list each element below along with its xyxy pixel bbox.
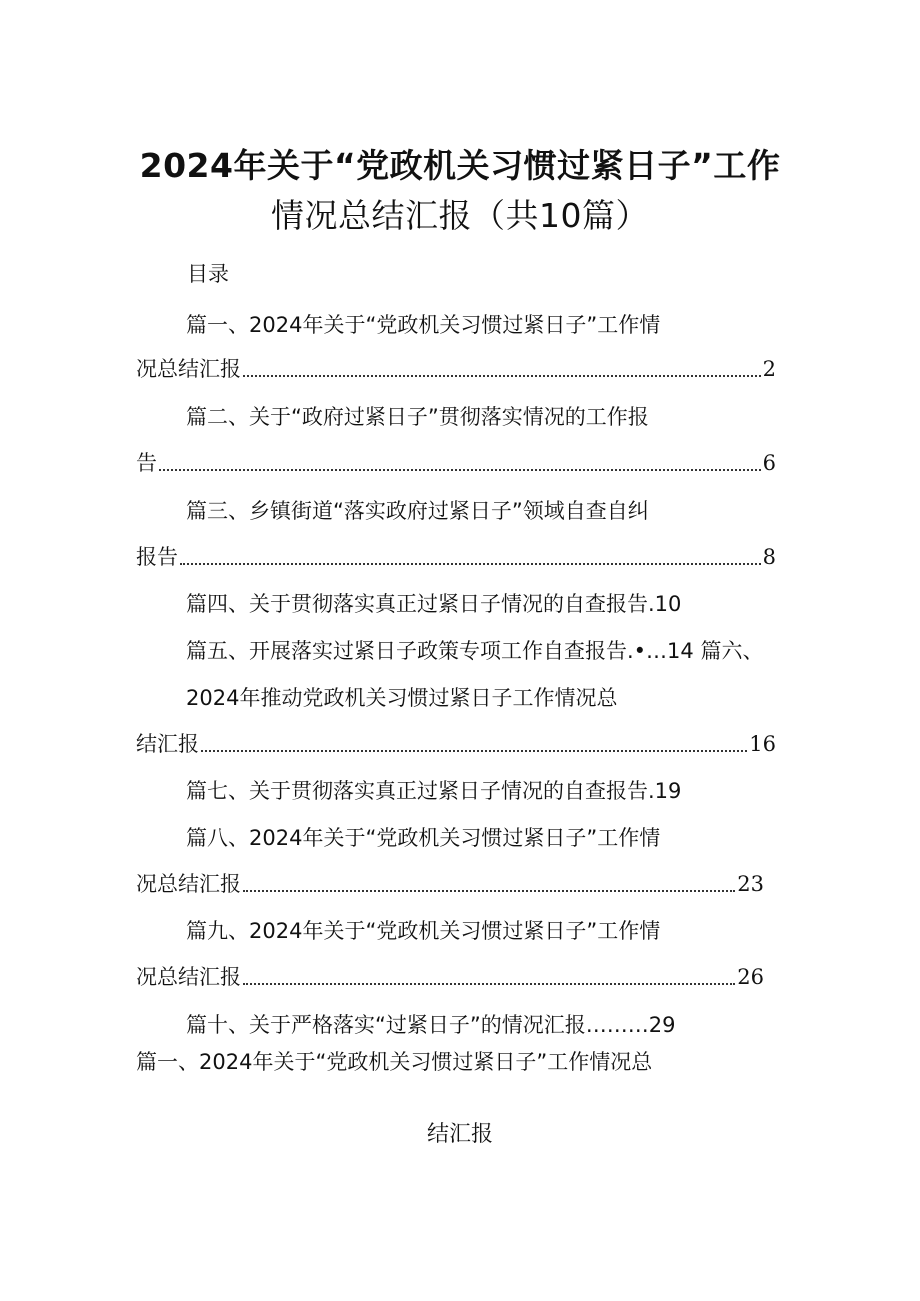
section-heading-line2: 结汇报 [426, 1122, 493, 1147]
toc-leader-dots [201, 750, 747, 752]
toc-heading: 目录 [187, 262, 229, 286]
toc-entry-6-line2[interactable] [136, 729, 776, 759]
toc-leader-dots [159, 469, 761, 471]
toc-entry-3-line1: 篇三、乡镇街道“落实政府过紧日子”领域自查自纠 [186, 499, 649, 523]
toc-entry-1-page: 2 [762, 357, 776, 381]
toc-entry-9-line1: 篇九、2024年关于“党政机关习惯过紧日子”工作情 [186, 919, 661, 943]
toc-entry-6-text: 结汇报 [136, 732, 199, 756]
toc-entry-5[interactable]: 篇五、开展落实过紧日子政策专项工作自查报告.•…14 篇六、 [186, 639, 764, 663]
toc-entry-9-text: 况总结汇报 [136, 965, 241, 989]
toc-entry-2-page: 6 [762, 451, 776, 475]
toc-entry-8-text: 况总结汇报 [136, 872, 241, 896]
toc-entry-1-text: 况总结汇报 [136, 357, 241, 381]
toc-entry-10[interactable]: 篇十、关于严格落实“过紧日子”的情况汇报………29 [186, 1013, 676, 1037]
toc-entry-9-line2[interactable] [136, 962, 764, 992]
toc-entry-2-line1: 篇二、关于“政府过紧日子”贯彻落实情况的工作报 [186, 405, 649, 429]
toc-entry-3-page: 8 [762, 545, 776, 569]
toc-entry-2-line2[interactable] [136, 448, 776, 478]
toc-leader-dots [243, 983, 735, 985]
toc-entry-8-line1: 篇八、2024年关于“党政机关习惯过紧日子”工作情 [186, 826, 661, 850]
toc-entry-3-line2[interactable] [136, 542, 776, 572]
document-title-line2: 情况总结汇报（共10篇） [271, 196, 649, 235]
toc-entry-8-page: 23 [737, 872, 764, 896]
toc-entry-7[interactable]: 篇七、关于贯彻落实真正过紧日子情况的自查报告.19 [186, 779, 682, 803]
toc-entry-6-page: 16 [749, 732, 776, 756]
toc-entry-1-line1: 篇一、2024年关于“党政机关习惯过紧日子”工作情 [186, 313, 661, 337]
toc-entry-2-text: 告 [136, 451, 157, 475]
toc-entry-1-line2[interactable] [136, 354, 776, 384]
toc-entry-4[interactable]: 篇四、关于贯彻落实真正过紧日子情况的自查报告.10 [186, 592, 682, 616]
toc-entry-3-text: 报告 [136, 545, 178, 569]
toc-leader-dots [243, 890, 735, 892]
toc-entry-6-line1: 2024年推动党政机关习惯过紧日子工作情况总 [186, 686, 618, 710]
toc-entry-9-page: 26 [737, 965, 764, 989]
document-title-line1: 2024年关于“党政机关习惯过紧日子”工作 [139, 146, 781, 185]
toc-leader-dots [180, 563, 761, 565]
toc-leader-dots [243, 375, 761, 377]
toc-entry-8-line2[interactable] [136, 869, 764, 899]
section-heading-line1: 篇一、2024年关于“党政机关习惯过紧日子”工作情况总 [136, 1050, 653, 1074]
